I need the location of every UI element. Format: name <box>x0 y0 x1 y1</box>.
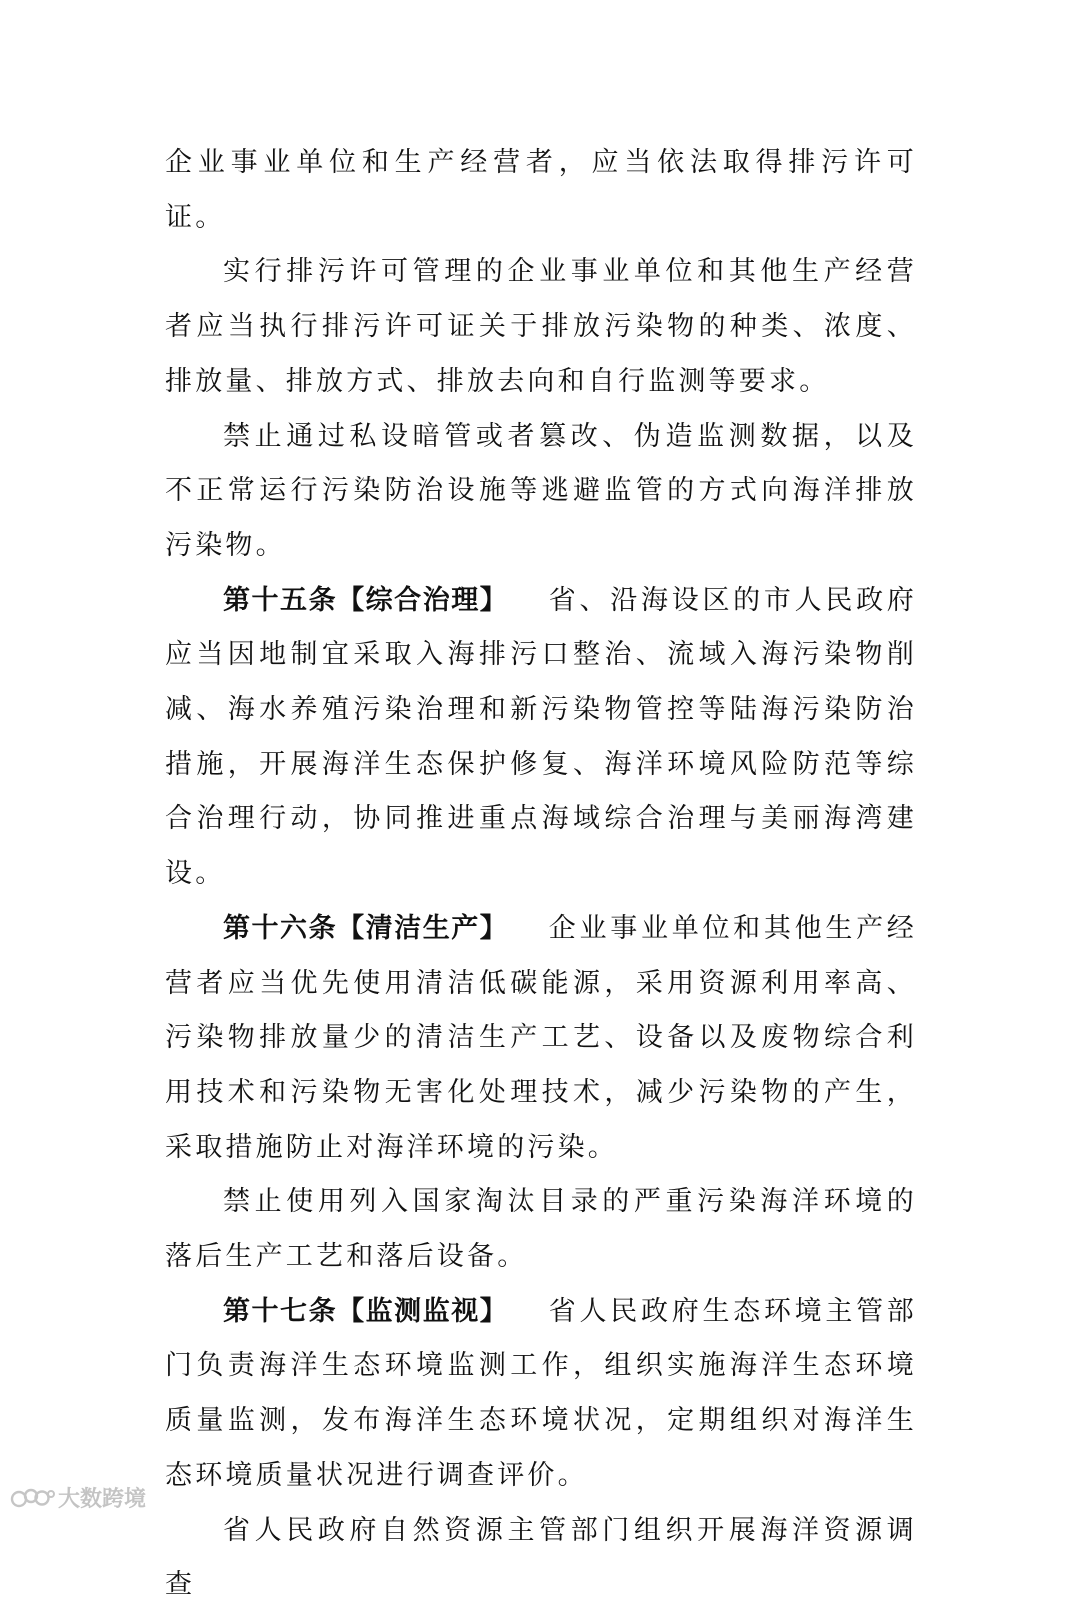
paragraph-1 <box>165 136 917 245</box>
article-17-heading: 第十七条【监测监视】 <box>223 1295 509 1327</box>
article-16 <box>165 902 917 1176</box>
article-15 <box>165 574 917 902</box>
paragraph-1-text: 企业事业单位和生产经营者，应当依法取得排污许可证。 <box>165 147 917 233</box>
paragraph-6-text: 禁止使用列入国家淘汰目录的严重污染海洋环境的落后生产工艺和落后设备。 <box>165 1186 917 1273</box>
watermark-text: 大数跨境 <box>58 1487 147 1512</box>
paragraph-8 <box>165 1504 917 1613</box>
article-15-heading: 第十五条【综合治理】 <box>223 584 509 616</box>
paragraph-2-text: 实行排污许可管理的企业事业单位和其他生产经营者应当执行排污许可证关于排放污染物的种类、浓度、排放量、排放方式、排放去向和自行监测等要求。 <box>165 256 917 397</box>
article-17 <box>165 1285 917 1504</box>
paragraph-3-text: 禁止通过私设暗管或者篡改、伪造监测数据，以及不正常运行污染防治设施等逃避监管的方式向海洋排放污染物。 <box>165 420 917 561</box>
document-body <box>165 136 917 1613</box>
brand-logo-icon <box>10 1486 56 1510</box>
paragraph-2 <box>165 245 917 409</box>
watermark <box>10 1482 146 1513</box>
paragraph-6 <box>165 1175 917 1284</box>
article-16-heading: 第十六条【清洁生产】 <box>223 912 509 944</box>
paragraph-3 <box>165 410 917 574</box>
article-16-text: 企业事业单位和其他生产经营者应当优先使用清洁低碳能源，采用资源利用率高、污染物排放量少的清洁生产工艺、设备以及废物综合利用技术和污染物无害化处理技术，减少污染物的产生，采取措施防止对海洋环境的污染。 <box>165 912 918 1163</box>
paragraph-8-text: 省人民政府自然资源主管部门组织开展海洋资源调查 <box>165 1514 917 1601</box>
article-17-text: 省人民政府生态环境主管部门负责海洋生态环境监测工作，组织实施海洋生态环境质量监测，发布海洋生态环境状况，定期组织对海洋生态环境质量状况进行调查评价。 <box>165 1295 918 1491</box>
article-15-text: 省、沿海设区的市人民政府应当因地制宜采取入海排污口整治、流域入海污染物削减、海水养殖污染治理和新污染物管控等陆海污染防治措施，开展海洋生态保护修复、海洋环境风险防范等综合治理行动，协同推进重点海域综合治理与美丽海湾建设。 <box>165 584 918 890</box>
